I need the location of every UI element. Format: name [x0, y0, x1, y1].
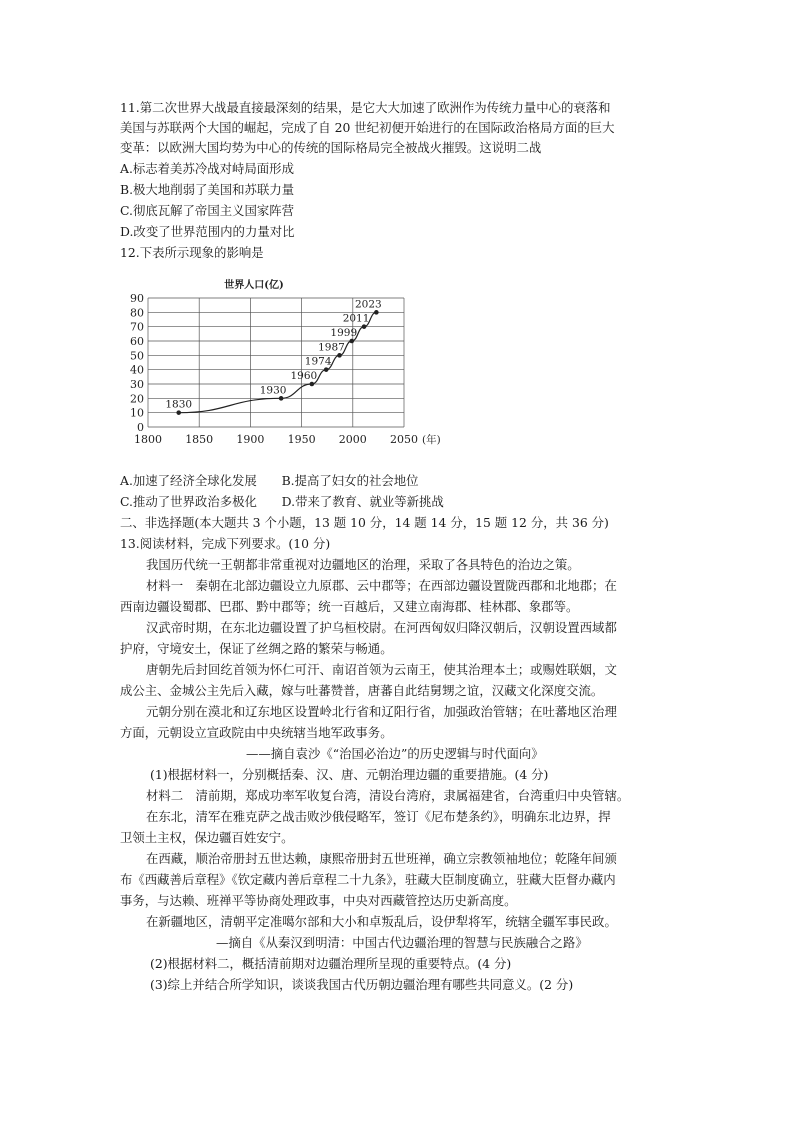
section-2-heading: 二、非选择题(本大题共 3 个小题，13 题 10 分，14 题 14 分，15 题 12 分，共 36 分) — [120, 515, 609, 530]
q13-m2-line-1: 材料二 清前期，郑成功率军收复台湾，清设台湾府，隶属福建省，台湾重归中央管辖。 — [146, 788, 630, 803]
x-tick-label: 2000 — [338, 433, 367, 446]
q13-m1-line-4: 护府，守境安土，保证了丝绸之路的繁荣与畅通。 — [120, 641, 393, 656]
q13-m2-line-3: 卫领土主权，保边疆百姓安宁。 — [120, 830, 294, 845]
y-tick-label: 90 — [130, 292, 144, 305]
q12-options-cd: C.推动了世界政治多极化 D.带来了教育、就业等新挑战 — [120, 494, 444, 509]
y-tick-label: 40 — [130, 363, 144, 377]
data-label: 1930 — [259, 384, 287, 397]
y-tick-label: 10 — [130, 406, 144, 420]
data-label: 1987 — [318, 341, 345, 354]
q13-m1-line-5: 唐朝先后封回纥首领为怀仁可汗、南诏首领为云南王，使其治理本土；或赐姓联姻，文 — [146, 662, 617, 677]
q11-stem-line-3: 变革：以欧洲大国均势为中心的传统的国际格局完全被战火摧毁。这说明二战 — [120, 140, 542, 155]
q11-option-d: D.改变了世界范围内的力量对比 — [120, 224, 295, 239]
data-label: 1999 — [330, 327, 358, 339]
x-tick-label: 1850 — [185, 433, 214, 446]
population-chart — [108, 272, 468, 462]
q13-ask-2: (2)根据材料二，概括清前期对边疆治理所呈现的重要特点。(4 分) — [150, 956, 512, 971]
q13-m2-line-6: 事务，与达赖、班禅平等协商处理政事，中央对西藏管控达历史新高度。 — [120, 893, 517, 908]
y-tick-label: 20 — [130, 392, 144, 406]
q13-ask-3: (3)综上并结合所学知识，谈谈我国古代历朝边疆治理有哪些共同意义。(2 分) — [150, 977, 574, 992]
data-point — [349, 339, 354, 344]
x-tick-label: 1800 — [134, 433, 162, 446]
q11-stem-line-2: 美国与苏联两个大国的崛起，完成了自 20 世纪初便开始进行的在国际政治格局方面的巨大 — [120, 120, 615, 135]
q13-m1-line-7: 元朝分别在漠北和辽东地区设置岭北行省和辽阳行省，加强政治管辖；在吐蕃地区治理 — [146, 704, 617, 719]
q13-m1-line-6: 成公主、金城公主先后入藏，嫁与吐蕃赞普，唐蕃自此结舅甥之谊，汉藏文化深度交流。 — [120, 683, 604, 698]
q13-m2-line-4: 在西藏，顺治帝册封五世达赖，康熙帝册封五世班禅，确立宗教领袖地位；乾隆年间颁 — [146, 851, 617, 866]
q13-m2-line-2: 在东北，清军在雅克萨之战击败沙俄侵略军，签订《尼布楚条约》，明确东北边界，捍 — [146, 809, 611, 824]
x-tick-label: 1900 — [236, 433, 265, 446]
x-tick-label: 2050 — [390, 433, 418, 446]
y-tick-label: 50 — [130, 349, 144, 363]
data-label: 2011 — [342, 312, 370, 325]
data-point — [176, 410, 181, 415]
q13-intro: 我国历代统一王朝都非常重视对边疆地区的治理，采取了各具特色的治边之策。 — [146, 557, 580, 572]
data-label: 1830 — [165, 398, 193, 411]
y-tick-label: 70 — [130, 320, 144, 334]
x-tick-label: 1950 — [287, 433, 316, 446]
data-point — [324, 367, 329, 372]
q13-ask-1: (1)根据材料一，分别概括秦、汉、唐、元朝治理边疆的重要措施。(4 分) — [150, 767, 549, 782]
q13-m1-line-1: 材料一 秦朝在北部边疆设立九原郡、云中郡等；在西部边疆设置陇西郡和北地郡；在 — [146, 578, 617, 593]
q13-m2-line-7: 在新疆地区，清朝平定准噶尔部和大小和卓叛乱后，设伊犁将军，统辖全疆军事民政。 — [146, 914, 617, 929]
q12-stem: 12.下表所示现象的影响是 — [120, 245, 264, 260]
q13-m2-line-5: 布《西藏善后章程》《钦定藏内善后章程二十九条》，驻藏大臣制度确立，驻藏大臣督办藏内 — [120, 872, 616, 887]
data-label: 1974 — [304, 355, 332, 368]
data-point — [337, 353, 342, 358]
data-label: 1960 — [290, 370, 318, 382]
q11-option-c: C.彻底瓦解了帝国主义国家阵营 — [120, 203, 295, 218]
data-label: 2023 — [354, 298, 382, 311]
q11-option-a: A.标志着美苏冷战对峙局面形成 — [120, 161, 294, 176]
data-point — [279, 396, 284, 401]
y-tick-label: 60 — [130, 335, 144, 348]
data-point — [374, 310, 379, 315]
q11-option-b: B.极大地削弱了美国和苏联力量 — [120, 182, 295, 197]
data-point — [362, 324, 367, 329]
q13-stem: 13.阅读材料，完成下列要求。(10 分) — [120, 536, 331, 551]
x-axis-label: (年) — [422, 434, 441, 446]
y-tick-label: 30 — [130, 378, 144, 391]
chart-title: 世界人口(亿) — [224, 280, 284, 291]
q13-source-2: —摘自《从秦汉到明清：中国古代边疆治理的智慧与民族融合之路》 — [216, 935, 588, 950]
q12-options-ab: A.加速了经济全球化发展 B.提高了妇女的社会地位 — [120, 473, 419, 488]
q11-stem-line-1: 11.第二次世界大战最直接最深刻的结果，是它大大加速了欧洲作为传统力量中心的衰落和 — [120, 100, 611, 115]
q13-m1-line-2: 西南边疆设蜀郡、巴郡、黔中郡等；统一百越后，又建立南海郡、桂林郡、象郡等。 — [120, 599, 579, 614]
y-tick-label: 0 — [137, 421, 144, 434]
data-point — [310, 382, 315, 387]
q13-m1-line-8: 方面，元朝设立宣政院由中央统辖当地军政事务。 — [120, 725, 393, 740]
y-tick-label: 80 — [130, 306, 144, 320]
q13-source-1: ——摘自袁沙《“治国必治边”的历史逻辑与时代面向》 — [246, 746, 544, 761]
q13-m1-line-3: 汉武帝时期，在东北边疆设置了护乌桓校尉。在河西匈奴归降汉朝后，汉朝设置西域都 — [146, 620, 617, 635]
